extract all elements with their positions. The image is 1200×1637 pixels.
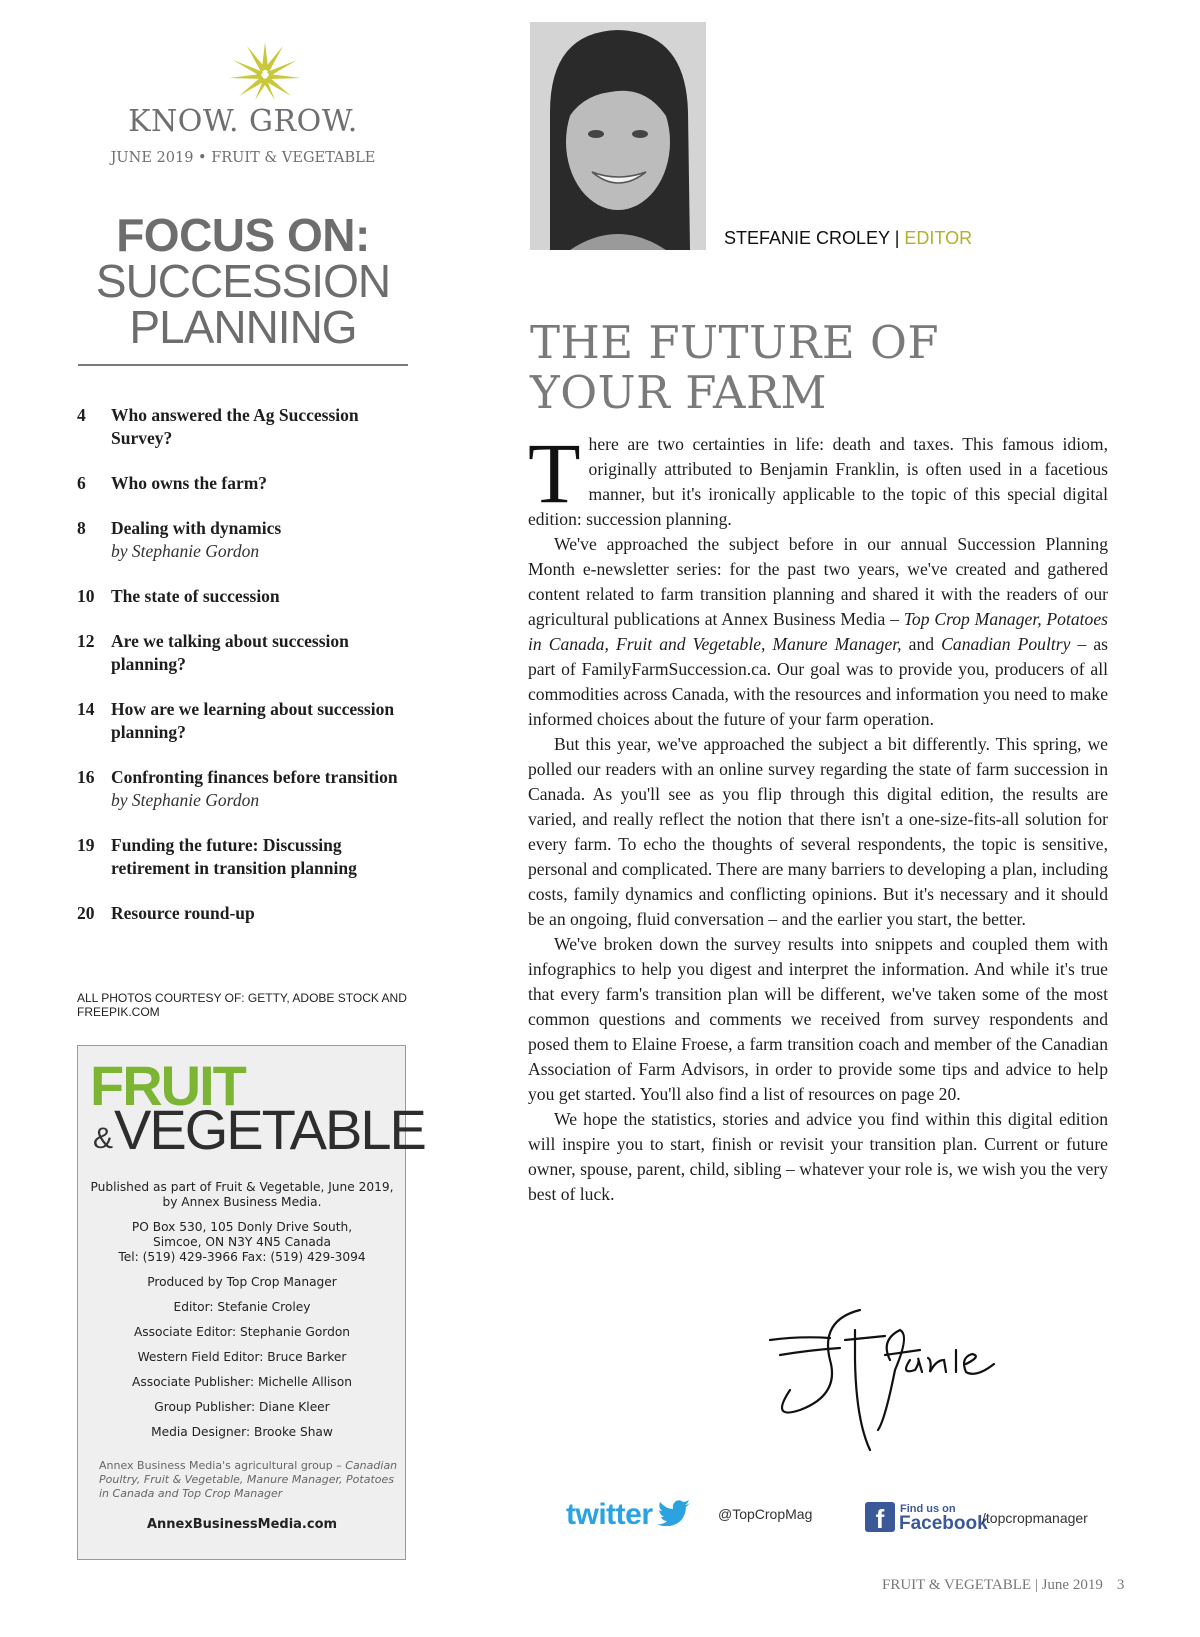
photo-credits: ALL PHOTOS COURTESY OF: GETTY, ADOBE STOCK AND FREEPIK.COM [77, 991, 407, 1019]
publication-details [82, 1180, 402, 1450]
note-prefix: Annex Business Media's agricultural group – [99, 1459, 346, 1472]
editor-role: EDITOR [904, 228, 973, 248]
paragraph-text: We've approached the subject before in our annual Succession Planning Month e-newsletter series: for the past two years, we've created and gathered content related to farm transition planning and shared it with the readers of our agricultural publications at Annex Business Media – [528, 534, 1108, 629]
paragraph-text: and [901, 634, 942, 654]
brand-fruit: FRUIT [90, 1054, 245, 1117]
twitter-link[interactable] [566, 1498, 691, 1532]
footer-date: June 2019 [1041, 1577, 1103, 1593]
toc-page-number: 12 [77, 631, 95, 651]
article-paragraph [528, 532, 1108, 732]
toc-author: by Stephanie Gordon [111, 541, 260, 561]
twitter-bird-icon [657, 1500, 691, 1526]
publication-names: Top Crop Manager, Potatoes in Canada, Fruit and Vegetable, Manure Manager, [528, 609, 1108, 654]
focus-line-2: SUCCESSION [95, 255, 391, 307]
toc-item[interactable] [77, 902, 407, 925]
toc-page-number: 10 [77, 586, 95, 606]
address-line-1: PO Box 530, 105 Donly Drive South, [131, 1220, 353, 1234]
paragraph-text: – as part of FamilyFarmSuccession.ca. Our goal was to provide you, producers of all commodities across Canada, with the resources and information you need to make informed choices about the future of your farm operation. [528, 634, 1109, 729]
editor-photo [530, 22, 706, 250]
staff-line: Produced by Top Crop Manager [147, 1275, 337, 1289]
tagline: KNOW. GROW. [128, 104, 358, 139]
staff-line: Media Designer: Brooke Shaw [151, 1425, 333, 1439]
toc-page-number: 19 [77, 835, 95, 855]
agricultural-group-note [99, 1459, 399, 1501]
toc-title: Who answered the Ag Succession Survey? [111, 405, 359, 448]
article-body [528, 425, 1109, 1207]
facebook-handle[interactable]: /topcropmanager [982, 1510, 1088, 1526]
headline-line-2: YOUR FARM [530, 366, 827, 419]
twitter-wordmark: twitter [566, 1498, 653, 1531]
headline-line-1: THE FUTURE OF [530, 316, 940, 369]
phone-line: Tel: (519) 429-3966 Fax: (519) 429-3094 [118, 1250, 366, 1264]
toc-author: by Stephanie Gordon [111, 790, 260, 810]
publisher-url[interactable]: AnnexBusinessMedia.com [146, 1517, 338, 1532]
toc-item[interactable] [77, 585, 407, 608]
byline-separator: | [889, 228, 905, 248]
know-grow-logo [225, 36, 305, 102]
publication-name: Canadian Poultry [941, 634, 1071, 654]
published-line: Published as part of Fruit & Vegetable, June 2019, by Annex Business Media. [90, 1180, 394, 1209]
toc-page-number: 4 [77, 405, 86, 425]
toc-title: Dealing with dynamics [111, 518, 282, 538]
focus-line-3: PLANNING [129, 301, 357, 353]
focus-heading [78, 209, 408, 353]
divider [78, 364, 408, 366]
toc-item[interactable] [77, 630, 407, 676]
toc-title: Who owns the farm? [111, 473, 268, 493]
brand-vegetable: VEGETABLE [114, 1098, 425, 1161]
facebook-find-us: Find us on [900, 1503, 956, 1515]
note-publications: Canadian Poultry, Fruit & Vegetable, Manure Manager, Potatoes in Canada and Top Crop Manager [99, 1459, 398, 1500]
toc-item[interactable] [77, 472, 407, 495]
editor-name: STEFANIE CROLEY [724, 228, 890, 248]
brand-ampersand: & [93, 1122, 114, 1155]
toc-item[interactable] [77, 698, 407, 744]
toc-page-number: 16 [77, 767, 95, 787]
toc-title: Funding the future: Discussing retirement in transition planning [111, 835, 357, 878]
drop-cap: T [528, 425, 581, 521]
toc-page-number: 6 [77, 473, 86, 493]
footer-publication: FRUIT & VEGETABLE [882, 1577, 1032, 1593]
toc-title: Confronting finances before transition [111, 767, 398, 787]
toc-title: Resource round-up [111, 903, 255, 923]
footer-separator: | [1031, 1577, 1042, 1593]
toc-page-number: 8 [77, 518, 86, 538]
toc-title: How are we learning about succession planning? [111, 699, 395, 742]
facebook-wordmark[interactable]: Facebook [899, 1513, 988, 1534]
article-headline [530, 318, 1130, 418]
toc-item[interactable] [77, 517, 407, 563]
staff-line: Group Publisher: Diane Kleer [154, 1400, 330, 1414]
toc-item[interactable] [77, 834, 407, 880]
article-paragraph: We hope the statistics, stories and advice you find within this digital edition will inspire you to start, finish or revisit your transition plan. Current or future owner, spouse, parent, child, sibling – whatever your role is, we wish you the very best of luck. [528, 1109, 1108, 1204]
issue-line: JUNE 2019 • FRUIT & VEGETABLE [110, 150, 376, 166]
toc-page-number: 14 [77, 699, 95, 719]
twitter-handle[interactable]: @TopCropMag [718, 1506, 813, 1522]
staff-line: Editor: Stefanie Croley [173, 1300, 311, 1314]
toc-item[interactable] [77, 404, 407, 450]
page-number: 3 [1116, 1577, 1125, 1593]
toc-page-number: 20 [77, 903, 95, 923]
address-line-2: Simcoe, ON N3Y 4N5 Canada [152, 1235, 332, 1249]
article-paragraph [528, 425, 1108, 532]
article-paragraph: We've broken down the survey results into snippets and coupled them with infographics to help you digest and interpret the information. And while it's true that every farm's transition plan will be different, we've taken some of the most common questions and comments we received from survey respondents and posed them to Elaine Froese, a farm transition coach and member of the Canadian Association of Farm Advisors, in order to provide some tips and advice to help you get started. You'll also find a list of resources on page 20. [528, 934, 1108, 1104]
paragraph-text: here are two certainties in life: death and taxes. This famous idiom, originally attributed to Benjamin Franklin, is often used in a facetious manner, but it's ironically applicable to the topic of this special digital edition: succession planning. [528, 434, 1108, 529]
editor-byline [724, 228, 972, 249]
table-of-contents [77, 404, 407, 947]
toc-title: Are we talking about succession planning? [111, 631, 349, 674]
article-paragraph: But this year, we've approached the subject a bit differently. This spring, we polled our readers with an online survey regarding the state of farm succession in Canada. As you'll see as you flip through this digital edition, the results are varied, and really reflect the notion that there isn't a one-size-fits-all solution for every farm. To echo the thoughts of several respondents, the topic is sensitive, personal and complicated. There are many barriers to developing a plan, including costs, family dynamics and conflicting opinions. But it's necessary and it should be an ongoing, fluid conversation – and the earlier you start, the better. [528, 734, 1108, 929]
toc-item[interactable] [77, 766, 407, 812]
staff-line: Associate Editor: Stephanie Gordon [133, 1325, 351, 1339]
page-footer [882, 1577, 1124, 1594]
staff-line: Associate Publisher: Michelle Allison [132, 1375, 352, 1389]
staff-line: Western Field Editor: Bruce Barker [137, 1350, 347, 1364]
facebook-icon[interactable]: f [865, 1502, 895, 1532]
focus-line-1: FOCUS ON: [116, 209, 370, 261]
editor-signature [760, 1300, 1020, 1460]
toc-title: The state of succession [111, 586, 280, 606]
